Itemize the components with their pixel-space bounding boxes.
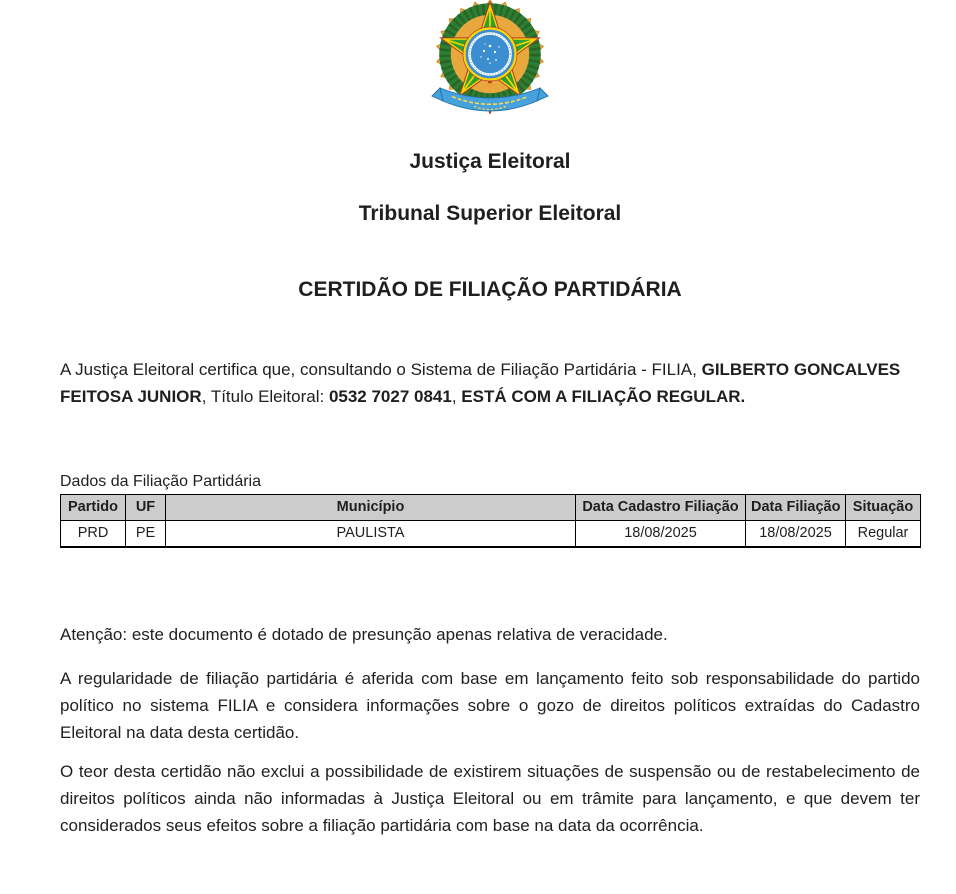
voter-id: 0532 7027 0841 — [328, 387, 452, 406]
filiation-status: ESTÁ COM A FILIAÇÃO REGULAR. — [461, 387, 746, 406]
table-row — [61, 521, 921, 548]
cell-situacao: Regular — [846, 521, 921, 548]
col-header-data-filiacao: Data Filiação — [746, 495, 846, 521]
filiation-table — [60, 494, 921, 548]
document-title: CERTIDÃO DE FILIAÇÃO PARTIDÁRIA — [298, 278, 682, 301]
cell-data-cadastro: 18/08/2025 — [576, 521, 746, 548]
certification-mid: , Título Eleitoral: — [201, 387, 329, 406]
disclaimer-note: O teor desta certidão não exclui a possibilidade de existirem situações de suspensão ou de restabelecimento de direitos políticos ainda não informadas à Justiça Eleitoral ou em trâmite para lançamento, e que devem ter considerados seus efeitos sobre a filiação partidária com base na data da ocorrência. — [60, 762, 920, 835]
brazil-coat-of-arms-icon — [430, 0, 550, 116]
col-header-data-cadastro: Data Cadastro Filiação — [576, 495, 746, 521]
cell-municipio: PAULISTA — [166, 521, 576, 548]
regularity-note: A regularidade de filiação partidária é aferida com base em lançamento feito sob responsabilidade do partido político no sistema FILIA e considera informações sobre o gozo de direitos políticos extraídas do Cadastro Eleitoral na data desta certidão. — [60, 669, 920, 742]
certificate-page — [60, 0, 920, 839]
col-header-partido: Partido — [61, 495, 126, 521]
cell-data-filiacao: 18/08/2025 — [746, 521, 846, 548]
certification-paragraph — [60, 356, 920, 410]
table-header-row — [61, 495, 921, 521]
col-header-situacao: Situação — [846, 495, 921, 521]
org-name-secondary: Tribunal Superior Eleitoral — [358, 202, 622, 225]
cell-uf: PE — [126, 521, 166, 548]
certification-separator: , — [451, 387, 462, 406]
col-header-uf: UF — [126, 495, 166, 521]
col-header-municipio: Município — [166, 495, 576, 521]
org-name-primary: Justiça Eleitoral — [409, 150, 571, 173]
certification-lead: A Justiça Eleitoral certifica que, consultando o Sistema de Filiação Partidária - FILIA, — [60, 360, 702, 379]
attention-note: Atenção: este documento é dotado de presunção apenas relativa de veracidade. — [60, 625, 668, 644]
person-name: GILBERTO GONCALVES FEITOSA JUNIOR — [60, 360, 901, 406]
table-caption: Dados da Filiação Partidária — [60, 473, 261, 490]
cell-partido: PRD — [61, 521, 126, 548]
